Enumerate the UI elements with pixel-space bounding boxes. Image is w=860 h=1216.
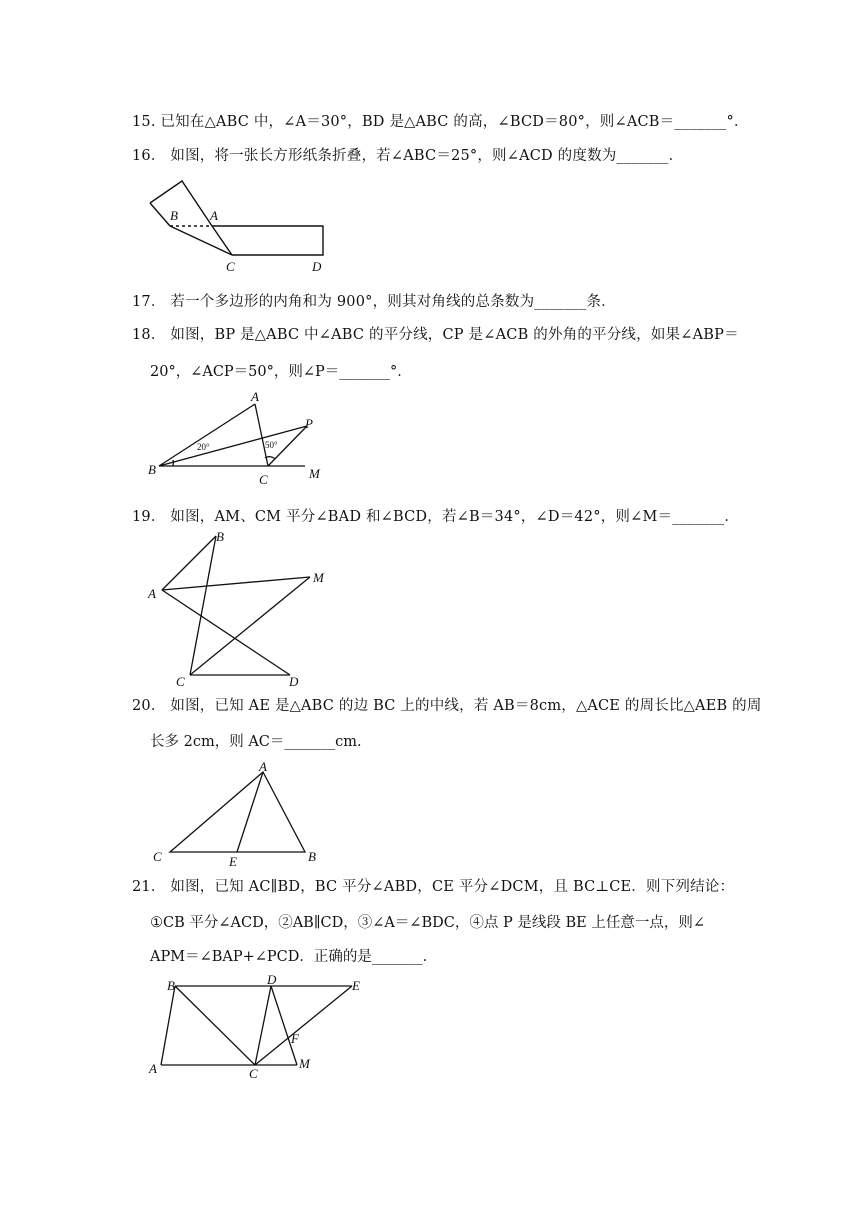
label-B: B	[216, 529, 224, 544]
label-M: M	[299, 1056, 310, 1071]
label-C: C	[226, 259, 235, 274]
label-C: C	[249, 1066, 258, 1081]
question-18-line2: 20°，∠ACP＝50°，则∠P＝_______°．	[150, 364, 412, 380]
segment-CE	[255, 986, 352, 1065]
bisector-BP	[159, 426, 307, 466]
segment-BC	[190, 536, 216, 675]
label-B: B	[170, 208, 178, 223]
label-A: A	[149, 1061, 157, 1076]
question-number: 20．	[132, 698, 166, 714]
question-text-line1: 如图，已知 AC∥BD，BC 平分∠ABD，CE 平分∠DCM，且 BC⊥CE．则下列结论：	[170, 879, 735, 895]
segment-BC	[175, 986, 255, 1065]
question-20-line2: 长多 2cm，则 AC＝_______cm．	[150, 734, 372, 750]
label-B: B	[148, 462, 156, 477]
question-number: 15.	[132, 114, 156, 130]
angle-label-50: 50°	[265, 440, 278, 450]
label-E: E	[229, 854, 237, 869]
question-number: 18．	[132, 327, 166, 343]
label-B: B	[167, 978, 175, 993]
question-16	[132, 144, 732, 168]
question-21-line3: APM＝∠BAP+∠PCD．正确的是_______．	[150, 949, 438, 965]
label-A: A	[259, 759, 267, 774]
question-19	[132, 505, 740, 529]
question-number: 21．	[132, 879, 166, 895]
question-text: 如图，AM、CM 平分∠BAD 和∠BCD，若∠B＝34°，∠D＝42°，则∠M＝_______．	[170, 509, 740, 525]
side-BA	[159, 404, 255, 466]
segment-DM	[271, 986, 297, 1065]
figure-parallel-lines	[145, 970, 375, 1080]
label-C: C	[176, 674, 185, 689]
fold-edge-left	[150, 203, 170, 226]
question-20	[132, 694, 762, 718]
figure-folded-strip	[140, 178, 340, 278]
fold-edge-top	[150, 181, 212, 226]
label-B: B	[308, 849, 316, 864]
label-M: M	[309, 466, 320, 481]
question-text-line1: 如图，BP 是△ABC 中∠ABC 的平分线，CP 是∠ACB 的外角的平分线，如果∠ABP＝	[170, 327, 739, 343]
triangle-ABC	[170, 772, 305, 852]
label-F: F	[291, 1031, 299, 1046]
label-A: A	[210, 208, 218, 223]
question-number: 19．	[132, 509, 166, 525]
segment-AD	[162, 590, 290, 675]
angle-label-20: 20°	[197, 442, 210, 452]
question-text: 如图，将一张长方形纸条折叠，若∠ABC＝25°，则∠ACD 的度数为_______．	[170, 148, 684, 164]
figure-angle-bisectors	[145, 389, 345, 492]
question-text-line1: 如图，已知 AE 是△ABC 的边 BC 上的中线，若 AB＝8cm，△ACE 的周长比△AEB 的周	[170, 698, 762, 714]
label-M: M	[313, 570, 324, 585]
question-15	[132, 110, 749, 134]
segment-CM	[190, 577, 310, 675]
segment-AM	[162, 577, 310, 590]
label-C: C	[259, 472, 268, 487]
label-P: P	[305, 416, 313, 431]
figure-median-triangle	[145, 760, 345, 870]
side-AC	[255, 404, 268, 466]
label-D: D	[289, 674, 299, 689]
question-text: 若一个多边形的内角和为 900°，则其对角线的总条数为_______条．	[170, 294, 616, 310]
label-C: C	[153, 849, 162, 864]
question-21	[132, 875, 735, 899]
figure-bisectors-crossing	[145, 528, 345, 690]
label-A: A	[148, 586, 156, 601]
question-number: 16．	[132, 148, 166, 164]
label-E: E	[352, 978, 360, 993]
question-text: 已知在△ABC 中，∠A＝30°，BD 是△ABC 的高，∠BCD＝80°，则∠ACB＝_______°．	[160, 114, 749, 130]
question-21-line2: ①CB 平分∠ACD，②AB∥CD，③∠A＝∠BDC，④点 P 是线段 BE 上任意一点，则∠	[150, 915, 705, 931]
label-D: D	[267, 972, 277, 987]
label-D: D	[312, 259, 322, 274]
question-17	[132, 290, 732, 314]
segment-AB	[161, 986, 175, 1065]
label-A: A	[251, 389, 259, 404]
question-18	[132, 323, 739, 347]
question-number: 17．	[132, 294, 166, 310]
